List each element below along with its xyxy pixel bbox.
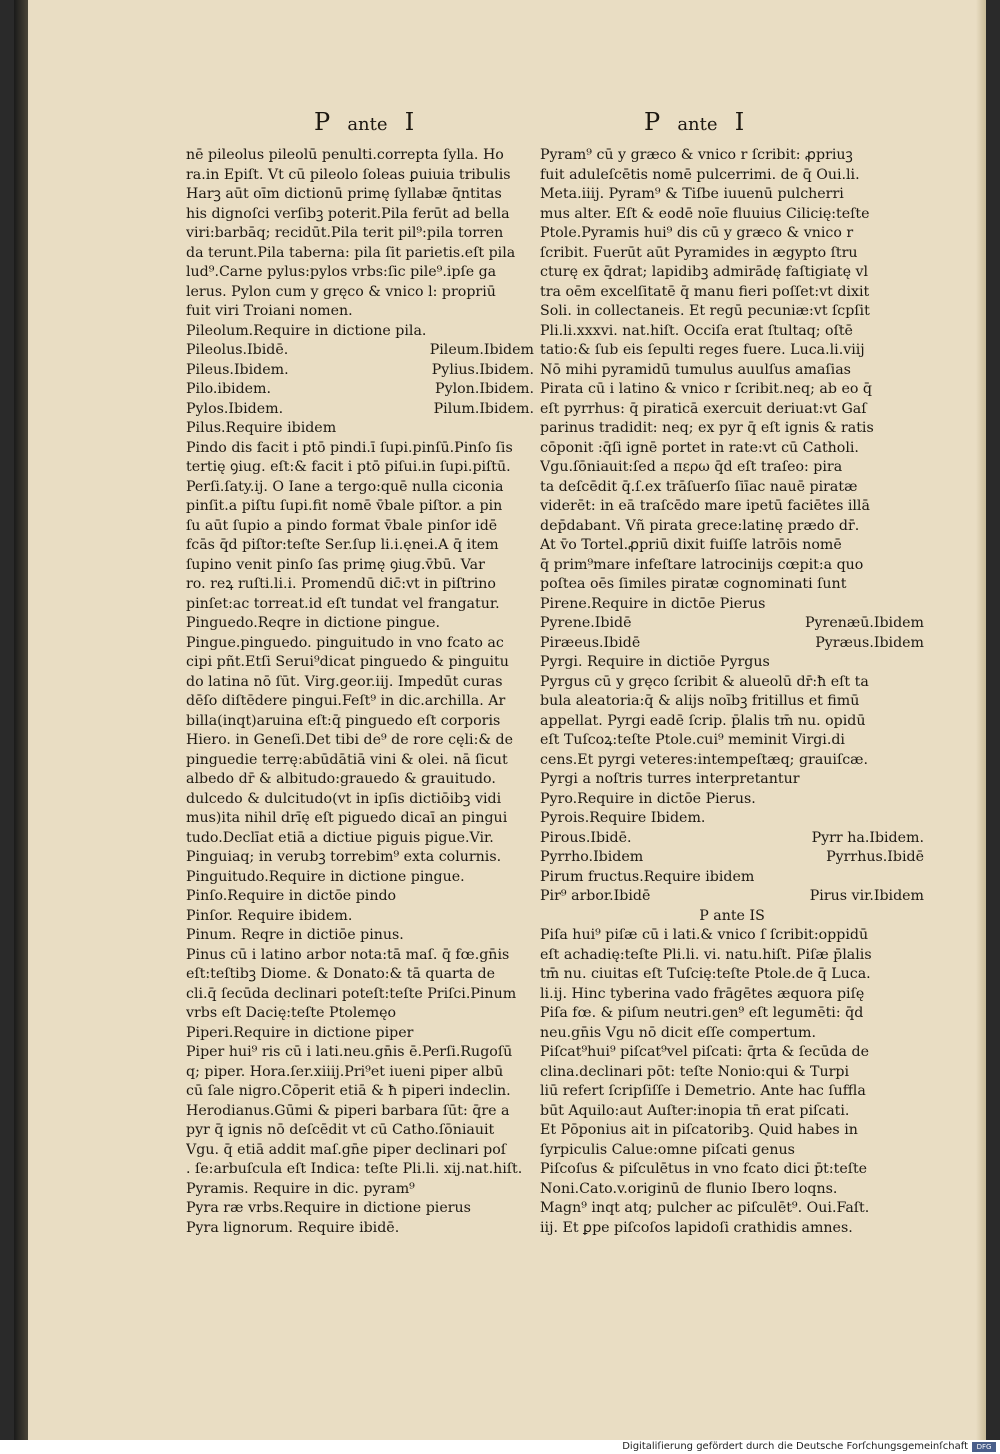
text-line: . ſe:arbuſcula eſt Indica: teſte Pli.li. xij.nat.hiſt.	[186, 1161, 523, 1177]
text-line: Magn⁹ inqt atq; pulcher ac piſculēt⁹. Oui.Faſt.	[540, 1200, 870, 1216]
text-line: tatio:& ſub eis ſepulti reges fuere. Luca.li.viij	[540, 342, 865, 358]
entry-pair-line	[540, 887, 924, 907]
text-line: fcās q̄d piſtor:teſte Ser.ſup li.i.ęnei.A q̄ item	[186, 537, 499, 553]
entry-pair-line	[540, 829, 924, 849]
text-line: q̄ prim⁹mare infeſtare latrocinijs cœpit:a quo	[540, 556, 864, 573]
text-line: cturę ex q̄drat; lapidibꝫ admirādę faſtigiatę vl	[540, 264, 869, 280]
text-line: billa(inqt)aruina eſt:q̄ pinguedo eſt corporis	[186, 712, 501, 729]
text-line: lud⁹.Carne pylus:pylos vrbs:ſic pile⁹.ipſe ga	[186, 264, 497, 280]
text-line: Pinſor. Require ibidem.	[186, 907, 353, 924]
text-line: Pyro.Require in dictōe Pierus.	[540, 790, 756, 807]
entry-left: Pyrene.Ibidē	[540, 615, 632, 631]
left-header-word: ante	[347, 114, 388, 135]
entry-left: Pilo.ibidem.	[186, 381, 272, 397]
dfg-logo-icon: DFG	[972, 1442, 996, 1452]
funding-credit: Digitaliſierung gefördert durch die Deutsche Forſchungsgemeinſchaft	[622, 1441, 968, 1452]
text-line: Pyram⁹ cū y græco & vnico r ſcribit: ꝓpriuꝫ	[540, 147, 853, 163]
entry-pair-line	[186, 400, 534, 420]
text-line: eſt pyrrhus: q̄ piraticā exercuit deriuat:vt Gaſ	[540, 400, 867, 417]
text-line: cipi pñt.Etſi Serui⁹dicat pinguedo & pinguitu	[186, 654, 509, 670]
text-line: Hiero. in Geneſi.Det tibi de⁹ de rore cęli:& de	[186, 732, 513, 748]
text-line: Vgu.ſōniauit:ſed a περω q̄d eſt traſeo: pira	[540, 459, 843, 475]
entry-right: Pyrenæū.Ibidem	[804, 615, 924, 631]
text-line: ta deſcēdit q̄.ſ.ex trāſuerſo ſiīac nauē piratæ	[540, 478, 858, 495]
text-line: Et Pōponius ait in piſcatoribꝫ. Quid habes in	[540, 1122, 858, 1138]
text-line: pyr q̄ ignis nō deſcēdit vt cū Catho.ſōniauit	[186, 1122, 495, 1138]
text-line: pinguedie terrę:abūdātiā vini & olei. nā ſicut	[186, 751, 508, 768]
text-line: fuit aduleſcētis nomē pulcerrimi. de q̄ Oui.li.	[540, 166, 860, 183]
text-line: Piſa hui⁹ piſæ cū i lati.& vnico ſ ſcribit:oppidū	[540, 927, 869, 943]
entry-right: Pyrr ha.Ibidem.	[811, 829, 924, 846]
text-line: Pinguiaq; in verubꝫ torrebim⁹ exta colurnis.	[186, 849, 502, 865]
text-line: Pirata cū i latino & vnico r ſcribit.neq; ab eo q̄	[540, 381, 873, 397]
page-edge	[976, 0, 986, 1440]
text-line: clina.declinari pōt: teſte Nonio:qui & Turpi	[540, 1063, 849, 1080]
text-line: pinſit.a piſtu ſupi.fit nomē v̄bale piſtor. a pin	[186, 498, 503, 514]
text-line: dulcedo & dulcitudo(vt in ipſis dictiōibꝫ vidi	[186, 790, 502, 807]
text-line: viderēt: in eā traſcēdo mare ipetū faciētes illā	[540, 498, 870, 514]
entry-right: Pylius.Ibidem.	[431, 361, 534, 378]
text-line: Pyrgus cū y gręco ſcribit & alueolū dr̄:ħ eſt ta	[540, 673, 869, 690]
entry-left: Pileus.Ibidem.	[186, 361, 289, 378]
entry-right: Pyrrhus.Ibidē	[826, 849, 924, 865]
text-line: eſt achadię:teſte Pli.li. vi. natu.hiſt. Piſæ p̄lalis	[540, 946, 872, 963]
text-line: ro. reꝝ ruſti.li.i. Promendū dic̄:vt in piſtrino	[186, 576, 496, 592]
text-line: Vgu. q̄ etiā addit maſ.gn̄e piper declinari poſ	[186, 1141, 507, 1158]
right-header-letter: P	[644, 108, 661, 136]
entry-left: Piræeus.Ibidē	[540, 634, 641, 651]
text-line: Pyrgi. Require in dictiōe Pyrgus	[540, 654, 770, 670]
text-line: ra.in Epiſt. Vt cū pileolo ſoleas ꝑuiuia tribulis	[186, 166, 511, 183]
section-heading: P ante IS	[699, 907, 765, 924]
text-line: ſupino venit pinſo ſas primę ꝯiug.v̄bū. Var	[186, 556, 485, 573]
text-line: Pli.li.xxxvi. nat.hiſt. Occiſa erat ſtultaq; oſtē	[540, 322, 853, 339]
text-line: Piſcat⁹hui⁹ piſcat⁹vel piſcati: q̄rta & ſecūda de	[540, 1044, 869, 1060]
text-line: da terunt.Pila taberna: pila ſit parietis.eſt pila	[186, 244, 516, 261]
entry-pair-line	[540, 848, 924, 868]
text-line: Pinum. Reqre in dictiōe pinus.	[186, 927, 404, 943]
entry-left: Pylos.Ibidem.	[186, 400, 284, 417]
text-line: Piperi.Require in dictione piper	[186, 1024, 414, 1041]
text-line: dēſo diſtēdere pingui.Feſt⁹ in dic.archilla. Ar	[186, 693, 506, 709]
entry-right: Pileum.Ibidem	[429, 342, 534, 358]
text-line: eſt:teſtibꝫ Diome. & Donato:& tā quarta de	[186, 966, 495, 982]
text-line: cū ſale nigro.Cōperit etiā & ħ piperi indeclin.	[186, 1083, 511, 1099]
text-line: tm̄ nu. ciuitas eſt Tuſcię:teſte Ptole.de q̄ Luca.	[540, 966, 871, 982]
text-line: fuit viri Troiani nomen.	[186, 303, 353, 319]
text-line: Pirene.Require in dictōe Pierus	[540, 595, 766, 612]
entry-pair-line	[186, 341, 534, 361]
left-text-column	[186, 146, 534, 1238]
text-line: mus alter. Eſt & eodē noīe fluuius Cilicię:teſte	[540, 205, 870, 222]
text-line: Perſi.ſaty.ij. O Iane a tergo:quē nulla ciconia	[186, 478, 504, 495]
entry-pair-line	[540, 634, 924, 654]
text-line: q; piper. Hora.ſer.xiiij.Pri⁹et iueni piper albū	[186, 1063, 504, 1080]
entry-right: Pylon.Ibidem.	[435, 381, 534, 397]
text-line: li.ij. Hinc tyberina vado frāgētes æquora piſę	[540, 985, 865, 1002]
text-line: his dignoſci verſibꝫ poterit.Pila ferūt ad bella	[186, 205, 510, 222]
right-running-header	[644, 108, 744, 136]
text-line: Soli. in collectaneis. Et regū pecuniæ:vt ſcpſit	[540, 303, 870, 319]
text-line: Pinguitudo.Require in dictione pingue.	[186, 868, 465, 885]
text-line: Meta.iiij. Pyram⁹ & Tiſbe iuuenū pulcherri	[540, 186, 844, 202]
text-line: būt Aquilo:aut Auſter:inopia tn̄ erat piſcati.	[540, 1102, 850, 1119]
text-line: cens.Et pyrgi veteres:intempeſtæq; grauiſcæ.	[540, 751, 868, 768]
right-text-column	[540, 146, 924, 1238]
text-line: ſu aūt ſupio a pindo format v̄bale pinſor idē	[186, 517, 498, 534]
text-line: Pileolum.Require in dictione pila.	[186, 322, 427, 339]
text-line: nē pileolus pileolū penulti.correpta ſylla. Ho	[186, 147, 504, 163]
text-line: cōponit :q̄ſi ignē portet in rate:vt cū Catholi.	[540, 439, 859, 456]
text-line: Pyrois.Require Ibidem.	[540, 810, 706, 826]
entry-right: Pyræus.Ibidem	[815, 634, 924, 651]
text-line: pinſet:ac torreat.id eſt tundat vel frangatur.	[186, 595, 500, 612]
text-line: Piſcoſus & piſculētus in vno fcato dici p̄t:teſte	[540, 1161, 868, 1177]
text-line: ſcribit. Fuerūt aūt Pyramides in ægypto ſtru	[540, 244, 858, 261]
text-line: ſyrpiculis Calue:omne piſcati genus	[540, 1141, 795, 1158]
entry-pair-line	[540, 614, 924, 634]
text-line: Pindo dis facit i ptō pindi.ī ſupi.pinſū.Pinſo ſis	[186, 439, 513, 456]
entry-right: Pirus vir.Ibidem	[809, 888, 924, 904]
text-line: Pilus.Require ibidem	[186, 420, 337, 436]
text-line: appellat. Pyrgi eadē ſcrip. p̄lalis tm̄ nu. opidū	[540, 712, 866, 729]
text-line: lerus. Pylon cum y gręco & vnico l: propriū	[186, 283, 496, 300]
text-line: tra oēm excelſitatē q̄ manu fieri poſſet:vt dixit	[540, 283, 870, 300]
text-line: Pyra lignorum. Require ibidē.	[186, 1219, 400, 1236]
entry-pair-line	[186, 380, 534, 400]
right-header-suffix: I	[734, 108, 745, 136]
text-line: Pyramis. Require in dic. pyram⁹	[186, 1180, 415, 1197]
text-line: Pinguedo.Reqre in dictione pingue.	[186, 615, 441, 631]
text-line: albedo dr̄ & albitudo:grauedo & grauitudo.	[186, 771, 496, 787]
text-line: eſt Tuſcoꝝ:teſte Ptole.cui⁹ meminit Virgi.di	[540, 732, 845, 748]
text-line: Ptole.Pyramis hui⁹ dis cū y græco & vnico r	[540, 225, 854, 241]
text-line: Nō mihi pyramidū tumulus auulſus amaſias	[540, 361, 851, 378]
text-line: bula aleatoria:q̄ & alijs noībꝫ fritillus et fimū	[540, 693, 860, 709]
text-line: Harꝫ aūt oīm dictionū primę ſyllabæ q̄ntitas	[186, 186, 502, 202]
text-line: cli.q̄ ſecūda declinari poteſt:teſte Priſci.Pinum	[186, 985, 517, 1002]
text-line: Noni.Cato.v.originū de flunio Ibero loqns.	[540, 1180, 838, 1197]
book-page	[14, 0, 986, 1440]
footer-bar	[0, 1440, 1000, 1454]
text-line: Piſa fœ. & piſum neutri.gen⁹ eſt legumēti: q̄d	[540, 1005, 864, 1021]
text-line: Pirum fructus.Require ibidem	[540, 868, 755, 885]
text-line: Pinſo.Require in dictōe pindo	[186, 888, 397, 904]
text-line: tertię ꝯiug. eſt:& facit i ptō piſui.in ſupi.piſtū.	[186, 459, 511, 475]
text-line: Pyra ræ vrbs.Require in dictione pierus	[186, 1200, 471, 1216]
text-line: poſtea oēs ſimiles piratæ cognominati ſunt	[540, 576, 847, 592]
text-line: viri:barbāq; recidūt.Pila terit pil⁹:pila torren	[186, 225, 504, 241]
entry-left: Pileolus.Ibidē.	[186, 342, 289, 358]
text-line: dep̄dabant. Vñ pirata grece:latinę prædo dr̄.	[540, 517, 860, 534]
left-header-suffix: I	[404, 108, 415, 136]
text-line: Herodianus.Gūmi & piperi barbara ſūt: q̄re a	[186, 1102, 510, 1119]
entry-right: Pilum.Ibidem.	[433, 400, 534, 417]
text-line: At v̄o Tortel.ꝓpriū dixit fuiſſe latrōis nomē	[540, 537, 842, 553]
text-line: liū refert ſcripſiſſe i Demetrio. Ante hac ſuffla	[540, 1083, 866, 1099]
text-line: neu.gn̄is Vgu nō dicit eſſe compertum.	[540, 1024, 817, 1041]
entry-left: Pirous.Ibidē.	[540, 829, 632, 846]
text-line: Piper hui⁹ ris cū i lati.neu.gn̄is ē.Perſi.Rugoſū	[186, 1044, 513, 1060]
entry-left: Pir⁹ arbor.Ibidē	[540, 888, 651, 904]
text-line: Pinus cū i latino arbor nota:tā maſ. q̄ fœ.gn̄is	[186, 946, 510, 963]
text-line: Pyrgi a noſtris turres interpretantur	[540, 771, 800, 787]
text-line: vrbs eſt Dacię:teſte Ptolemęo	[186, 1005, 397, 1021]
entry-pair-line	[186, 361, 534, 381]
text-line: Pingue.pinguedo. pinguitudo in vno fcato ac	[186, 634, 504, 651]
left-running-header	[314, 108, 414, 136]
text-line: iij. Et ꝑpe piſcoſos lapidoſi crathidis amnes.	[540, 1219, 853, 1236]
text-line: parinus tradidit: neq; ex pyr q̄ eſt ignis & ratis	[540, 420, 874, 436]
left-header-letter: P	[314, 108, 331, 136]
right-header-word: ante	[677, 114, 718, 135]
text-line: tudo.Declīat etiā a dictiue piguis pigue.Vir.	[186, 829, 494, 846]
gutter-shadow	[14, 0, 28, 1440]
text-line: do latina nō ſūt. Virg.geor.iij. Impedūt curas	[186, 673, 503, 690]
text-line: mus)ita nihil drīę eſt piguedo dicaī an pingui	[186, 810, 508, 826]
entry-left: Pyrrho.Ibidem	[540, 849, 644, 865]
